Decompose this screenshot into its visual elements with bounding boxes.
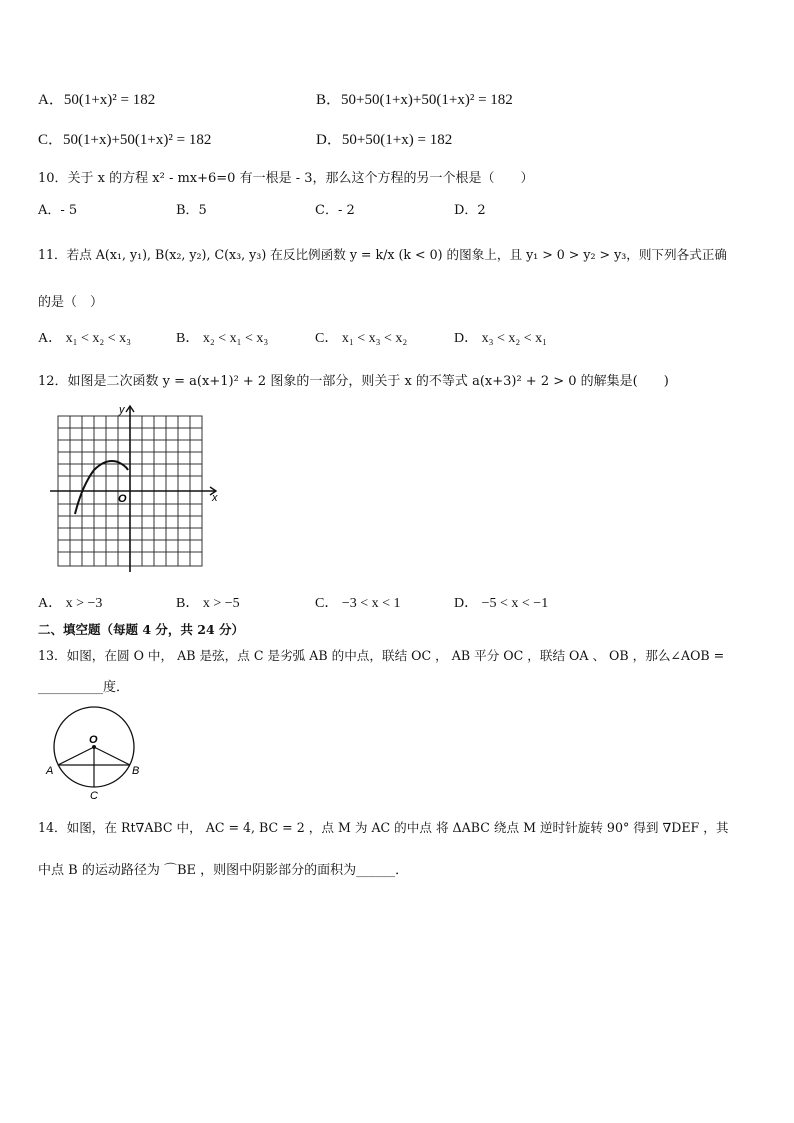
q11-option-c: C． x₁ < x₃ < x₂: [315, 331, 408, 346]
q12-option-b: B． x > −5: [176, 596, 240, 611]
q10-stem: 10．关于 x 的方程 x² - mx+6=0 有一根是 - 3，那么这个方程的另一个根是（ ）: [38, 171, 534, 186]
q11-option-d: D． x₃ < x₂ < x₁: [454, 331, 548, 346]
origin-label: O: [118, 493, 127, 505]
q10-option-a: A．- 5: [38, 203, 78, 218]
q14-stem-line1: 14．如图，在 Rt∇ABC 中， AC = 4, BC = 2 ，点 M 为 AC 的中点 将 ΔABC 绕点 M 逆时针旋转 90° 得到 ∇DEF ，其: [38, 820, 729, 835]
q11-stem-line2: 的是（ ）: [38, 295, 104, 310]
label-o: O: [89, 734, 98, 746]
q9-option-d: D．50+50(1+x) = 182: [316, 132, 453, 148]
q11-option-b: B． x₂ < x₁ < x₃: [176, 331, 269, 346]
q9-option-b: B．50+50(1+x)+50(1+x)² = 182: [316, 92, 513, 108]
label-c: C: [90, 790, 98, 802]
q14-stem-line2: 中点 B 的运动路径为 ⌒BE ，则图中阴影部分的面积为______．: [38, 863, 409, 878]
y-axis-label: y: [119, 404, 125, 416]
label-b: B: [132, 765, 140, 777]
q10-option-d: D．2: [454, 203, 486, 218]
q11-stem-line1: 11．若点 A(x₁, y₁), B(x₂, y₂), C(x₃, y₃) 在反比例函数 y = k/x (k < 0) 的图象上，且 y₁ > 0 > y₂ > y₃，则下列各式正确: [38, 247, 727, 262]
q12-parabola-graph: [48, 398, 223, 576]
x-axis-label: x: [212, 492, 218, 504]
q9-option-c: C．50(1+x)+50(1+x)² = 182: [38, 132, 212, 148]
q12-option-c: C． −3 < x < 1: [315, 596, 401, 611]
q10-option-b: B．5: [176, 203, 207, 218]
q11-option-a: A． x₁ < x₂ < x₃: [38, 331, 132, 346]
section-heading: 二、填空题（每题 4 分，共 24 分）: [38, 622, 245, 637]
q13-stem-line1: 13．如图，在圆 O 中， AB 是弦，点 C 是劣弧 AB 的中点，联结 OC ， AB 平分 OC ，联结 OA 、 OB ，那么∠AOB =: [38, 648, 725, 663]
q13-stem-line2: __________度．: [38, 680, 130, 695]
q13-circle-figure: [44, 702, 152, 802]
q9-option-a: A．50(1+x)² = 182: [38, 92, 156, 108]
q10-option-c: C．- 2: [315, 203, 355, 218]
q12-option-a: A． x > −3: [38, 596, 103, 611]
q12-stem: 12．如图是二次函数 y = a(x+1)² + 2 图象的一部分，则关于 x 的不等式 a(x+3)² + 2 > 0 的解集是( ): [38, 374, 669, 389]
parabola-curve: [75, 461, 128, 514]
label-a: A: [46, 765, 54, 777]
q12-option-d: D． −5 < x < −1: [454, 596, 549, 611]
segment-oa: [58, 747, 94, 765]
segment-ob: [94, 747, 130, 765]
